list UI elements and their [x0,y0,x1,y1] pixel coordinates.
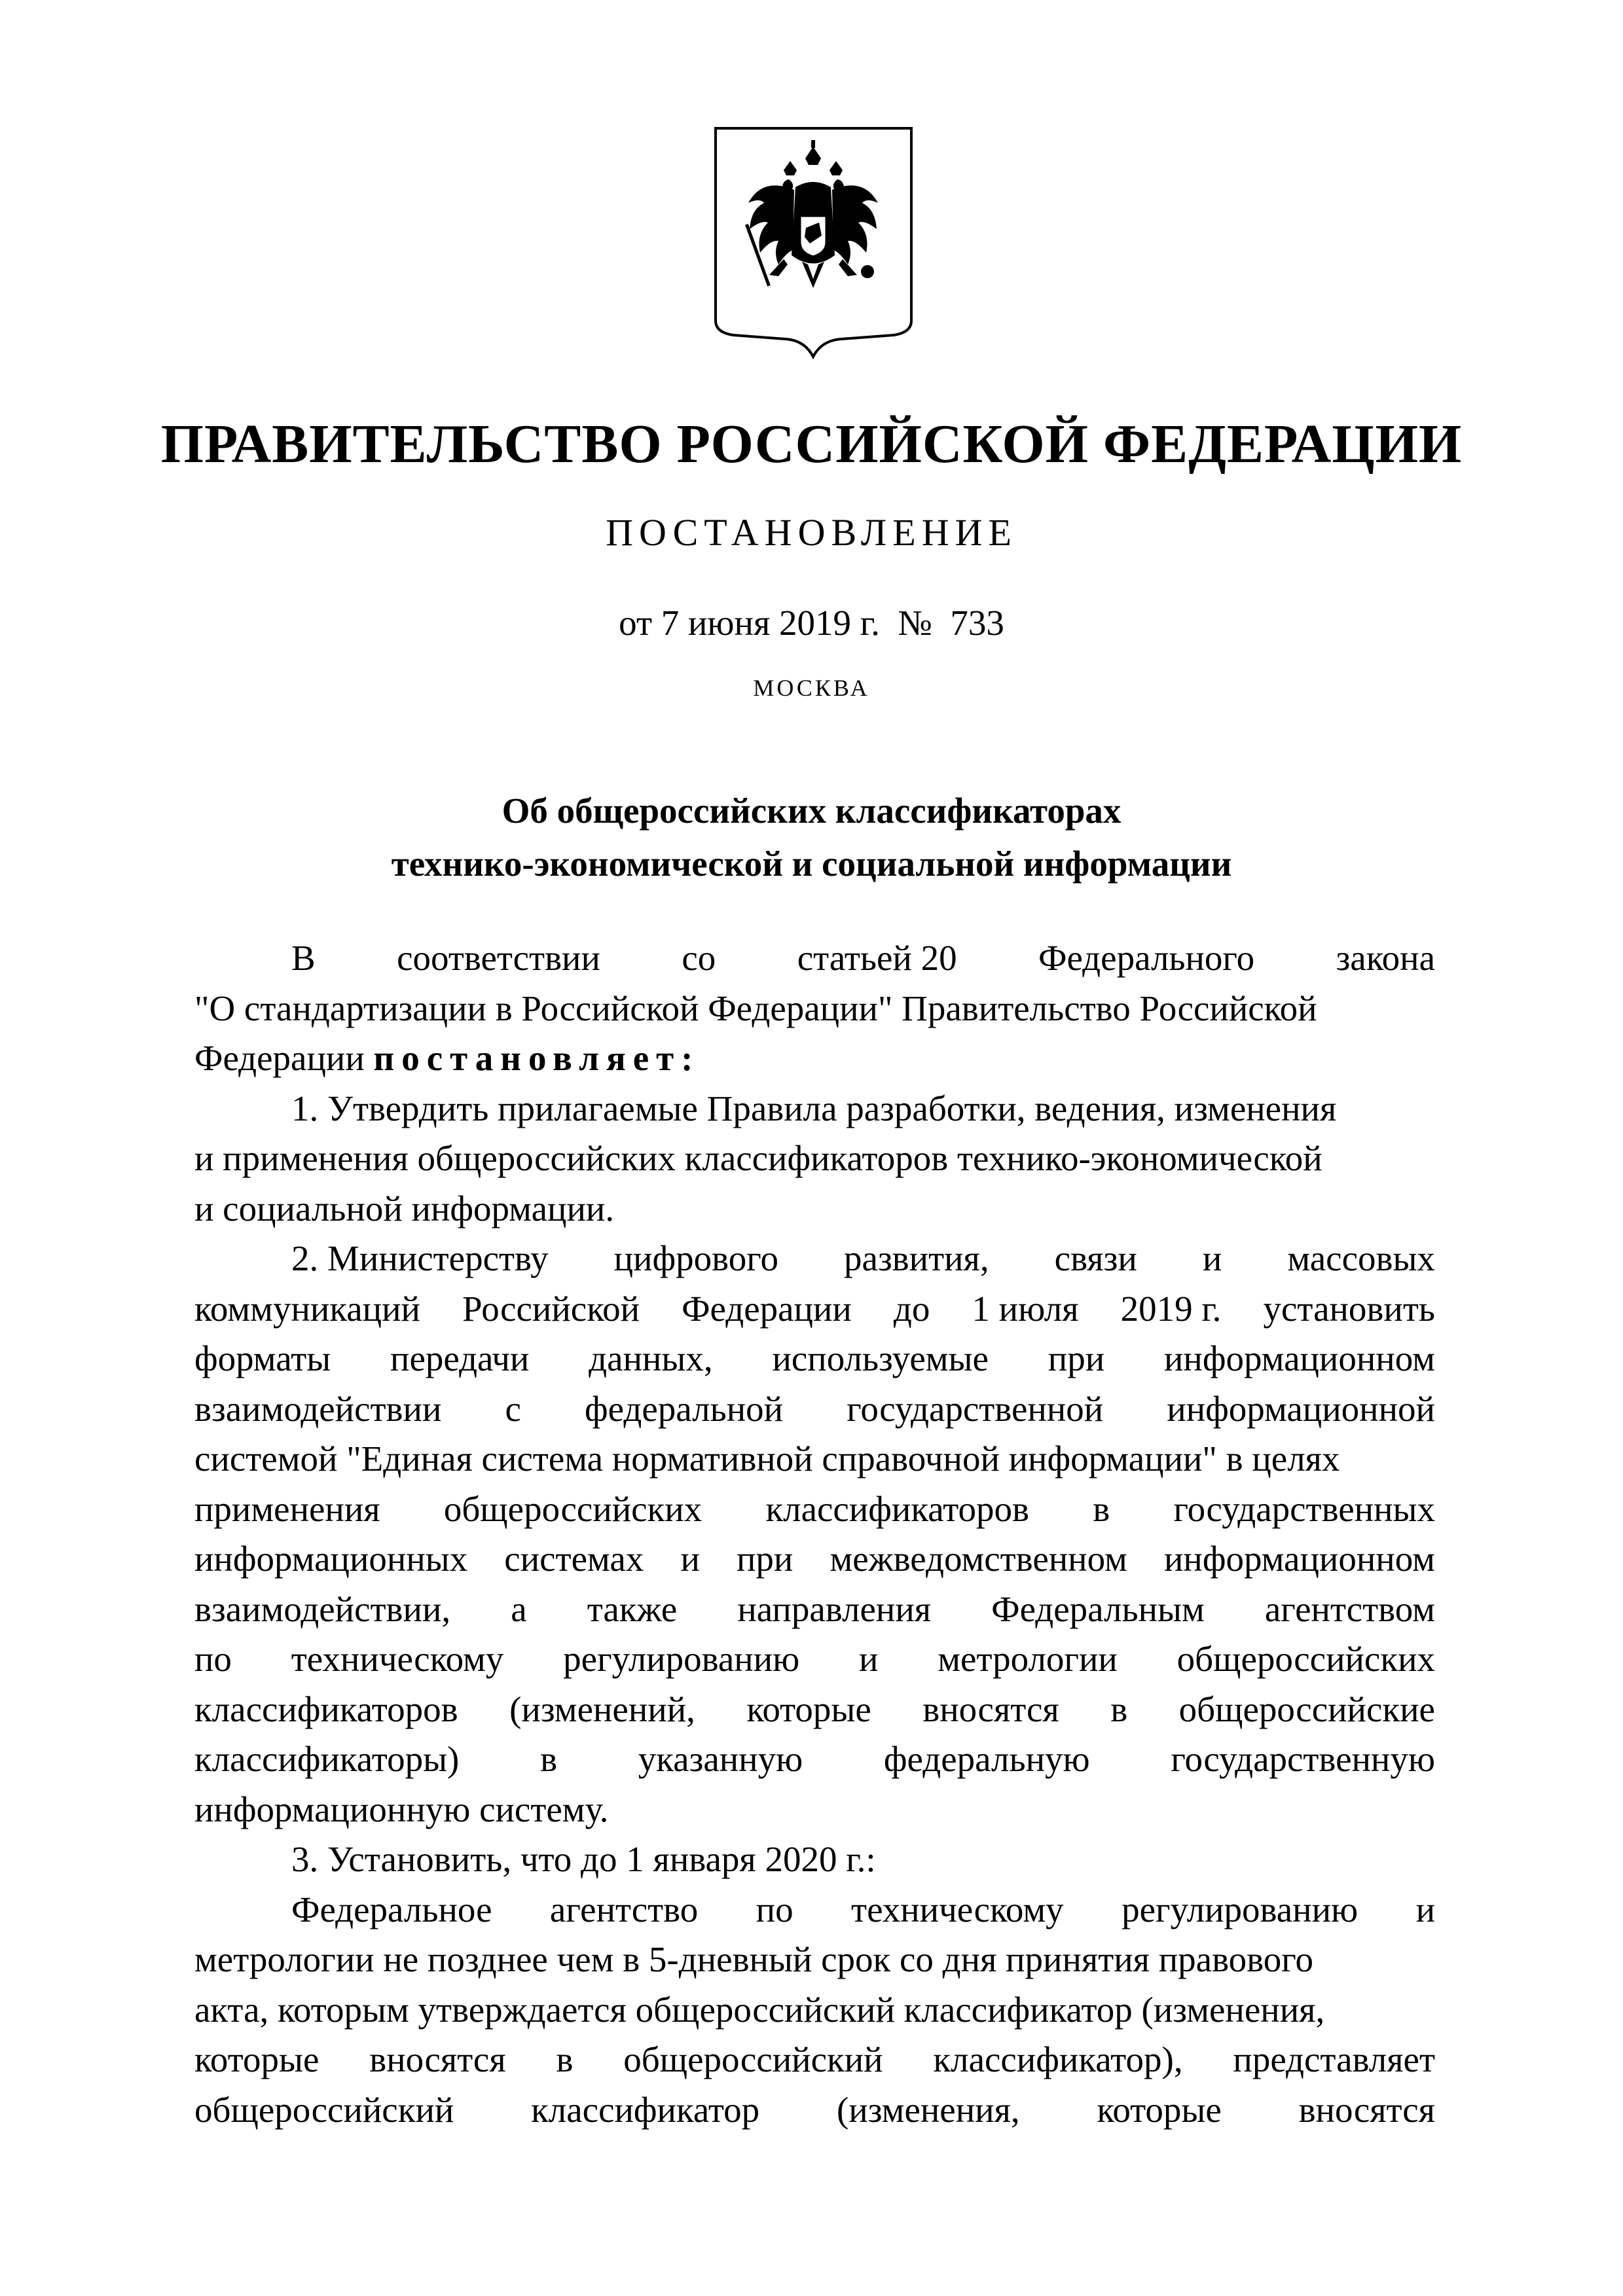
document-city: МОСКВА [753,675,870,701]
item2-line-4: взаимодействии с федеральной государственной информационной [194,1388,1435,1429]
document-date-number: от 7 июня 2019 г. № 733 [619,603,1004,643]
government-title: ПРАВИТЕЛЬСТВО РОССИЙСКОЙ ФЕДЕРАЦИИ [160,414,1463,475]
preamble-line-2: "О стандартизации в Российской Федерации" Правительство Российской [194,988,1317,1028]
document-body [194,933,1435,2135]
item3-line-1: 3. Установить, что до 1 января 2020 г.: [291,1839,876,1879]
preamble-line-3: Федерации постановляет: [194,1038,701,1078]
item2-line-5: системой "Единая система нормативной справочной информации" в целях [194,1439,1340,1479]
item2-line-7: информационных системах и при межведомственном информационном [194,1539,1435,1579]
item2-line-12: информационную систему. [194,1789,609,1829]
item3-para-line-2: метрологии не позднее чем в 5-дневный срок со дня принятия правового [194,1939,1313,1979]
item2-line-10: классификаторов (изменений, которые вносятся в общероссийские [194,1689,1435,1729]
item3-para-line-1: Федеральное агентство по техническому регулированию и [291,1889,1435,1929]
item2-line-3: форматы передачи данных, используемые при информационном [194,1338,1435,1378]
state-emblem [710,124,917,363]
item2-line-11: классификаторы) в указанную федеральную государственную [194,1739,1435,1779]
item2-line-2: коммуникаций Российской Федерации до 1 июля 2019 г. установить [194,1288,1435,1329]
subject-line-1: Об общероссийских классификаторах [501,791,1122,831]
item3-para-line-4: которые вносятся в общероссийский классификатор), представляет [194,2039,1435,2079]
item2-line-6: применения общероссийских классификаторов в государственных [194,1488,1435,1529]
item2-line-1: 2. Министерству цифрового развития, связи и массовых [291,1238,1435,1278]
preamble-line-1: В соответствии со статьей 20 Федерального закона [291,938,1435,978]
item2-line-8: взаимодействии, а также направления Федеральным агентством [194,1588,1435,1629]
item3-para-line-5: общероссийский классификатор (изменения, которые вносятся [194,2089,1435,2130]
item3-para-line-3: акта, которым утверждается общероссийский классификатор (изменения, [194,1989,1325,2030]
document-type: ПОСТАНОВЛЕНИЕ [606,511,1017,554]
item1-line-3: и социальной информации. [194,1188,615,1229]
item1-line-1: 1. Утвердить прилагаемые Правила разработки, ведения, изменения [291,1088,1337,1128]
item1-line-2: и применения общероссийских классификаторов технико-экономической [194,1138,1322,1178]
resolves-word: постановляет: [373,1038,701,1078]
document-subject [0,784,1623,890]
item2-line-9: по техническому регулированию и метрологии общероссийских [194,1639,1435,1679]
subject-line-2: технико-экономической и социальной информации [391,844,1232,884]
